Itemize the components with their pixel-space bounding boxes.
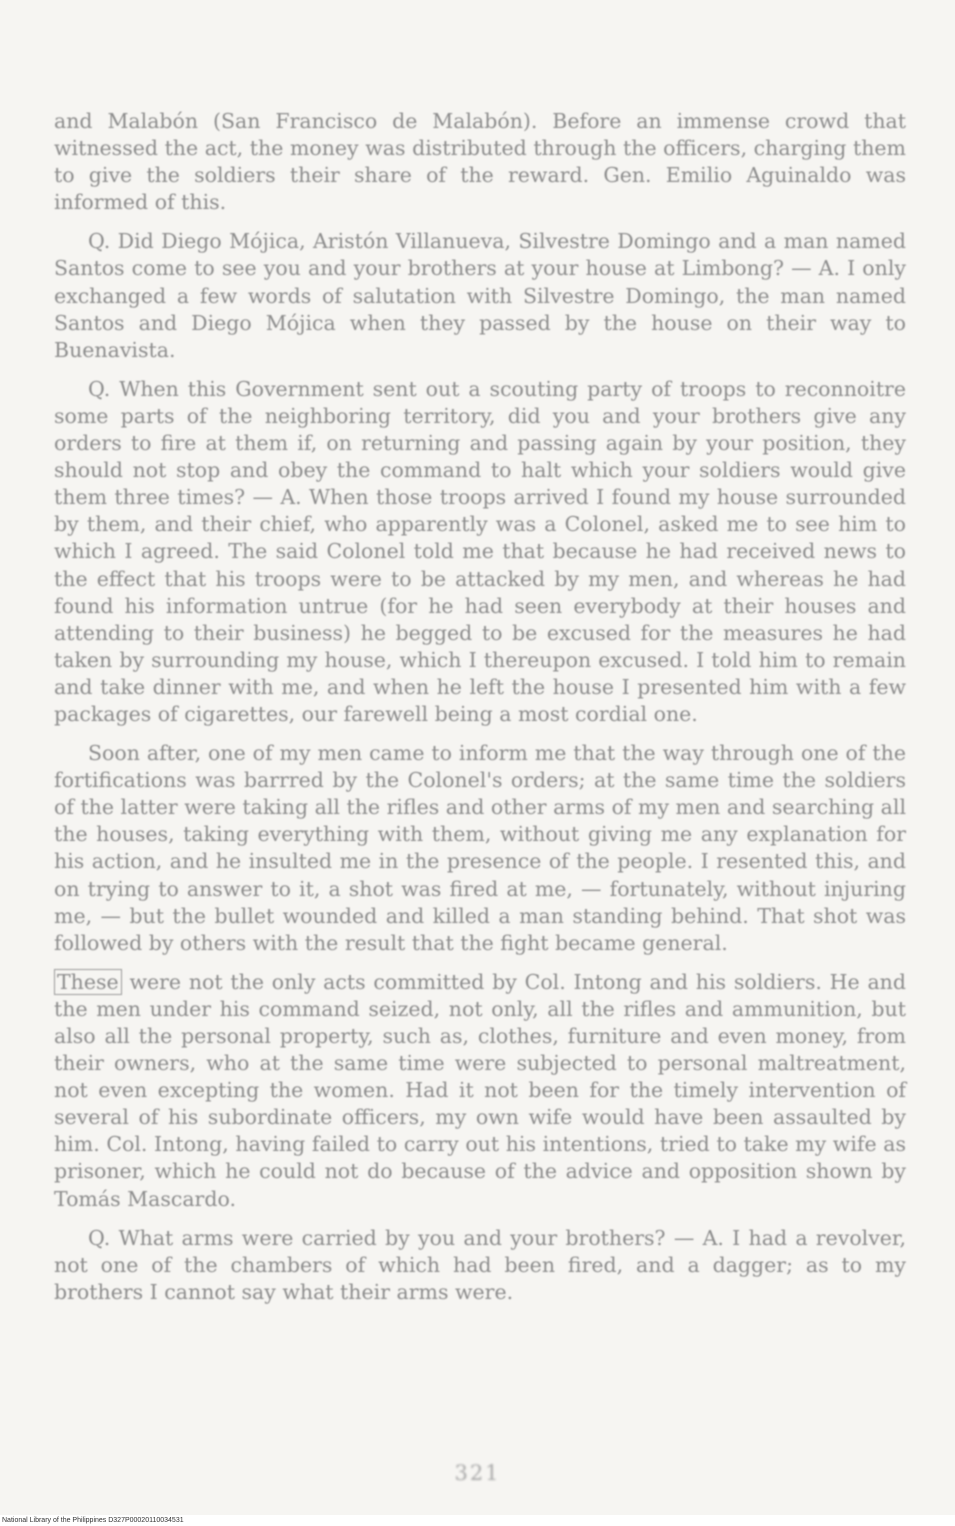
paragraph-4: Soon after, one of my men came to inform me that the way through one of the fortifications was barrred by the Colonel's orders; at the same time the soldiers of the latter were taking all the rifles and other arms of my men and searching all the houses, taking everything with them, without giving me any explanation for his action, and he insulted me in the presence of the people. I resented this, and on trying to answer to it, a shot was fired at me, — fortunately, without injuring me, — but the bullet wounded and killed a man standing behind. That shot was followed by others with the result that the fight became general. <box>54 741 907 955</box>
archive-footer: National Library of the Philippines D327P00020110034531 <box>2 1517 184 1524</box>
paragraph-5-text: were not the only acts committed by Col. Intong and his soldiers. He and the men under his command seized, not only, all the rifles and ammunition, but also all the personal property, such as, clothes, furniture and even money, from their owners, who at the same time were subjected to personal maltreatment, not even excepting the women. Had it not been for the timely intervention of several of his subordinate officers, my own wife would have been assaulted by him. Col. Intong, having failed to carry out his intentions, tried to take my wife as prisoner, which he could not do because of the advice and opposition shown by Tomás Mascardo. <box>54 969 906 1211</box>
paragraph-6: Q. What arms were carried by you and your brothers? — A. I had a revolver, not one of the chambers of which had been fired, and a dagger; as to my brothers I cannot say what their arms were. <box>54 1225 906 1304</box>
body-text <box>54 108 906 1318</box>
page-number: 321 <box>454 1461 501 1485</box>
paragraph-3: Q. When this Government sent out a scouting party of troops to reconnoitre some parts of the neighboring territory, did you and your brothers give any orders to fire at them if, on returning and passing again by your position, they should not stop and obey the command to halt which your soldiers would give them three times? — A. When those troops arrived I found my house surrounded by them, and their chief, who apparently was a Colonel, asked me to see him to which I agreed. The said Colonel told me that because he had received news to the effect that his troops were to be attacked by my men, and whereas he had found his information untrue (for he had seen everybody at their houses and attending to their business) he begged to be excused for the measures he had taken by surrounding my house, which I thereupon excused. I told him to remain and take dinner with me, and when he left the house I presented him with a few packages of cigarettes, our farewell being a most cordial one. <box>54 376 906 726</box>
paragraph-1: and Malabón (San Francisco de Malabón). Before an immense crowd that witnessed the act, the money was distributed through the officers, charging them to give the soldiers their share of the reward. Gen. Emilio Aguinaldo was informed of this. <box>54 109 906 215</box>
paragraph-2: Q. Did Diego Mójica, Aristón Villanueva, Silvestre Domingo and a man named Santos come to see you and your brothers at your house at Limbong? — A. I only exchanged a few words of salutation with Silvestre Domingo, the man named Santos and Diego Mójica when they passed by the house on their way to Buenavista. <box>54 229 906 362</box>
boxed-word: These <box>54 969 122 995</box>
paragraph-5 <box>54 969 906 1213</box>
